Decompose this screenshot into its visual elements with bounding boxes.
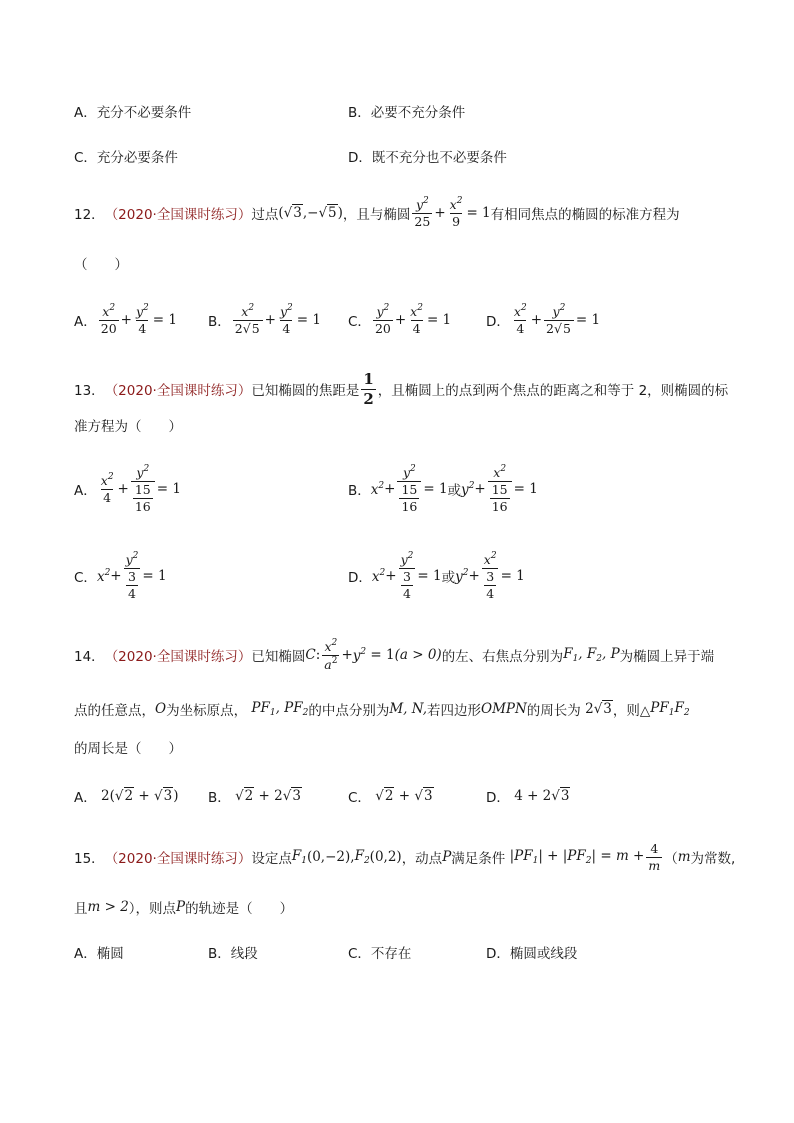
q13-text-pre: 已知椭圆的焦距是 — [251, 383, 360, 399]
q14-option-b: B． √2 + 2√3 — [208, 788, 301, 806]
q15-option-d: D．椭圆或线段 — [486, 946, 578, 962]
q11-option-d: D．既不充分也不必要条件 — [348, 150, 507, 166]
q15-option-c: C．不存在 — [348, 946, 412, 962]
point-p: P — [176, 899, 186, 915]
or-text: 或 — [441, 570, 456, 587]
option-label: A． — [74, 790, 97, 806]
q14-stem: 14． （2020·全国课时练习） 已知椭圆 C : $\frac{x^2}{a^2}$ + $y^2$ = 1 (a > 0) 的左、右焦点分别为 $F_1$, $F_2$, P 为椭圆上异于端 — [74, 638, 715, 672]
q12-source: （2020·全国课时练习） — [104, 206, 252, 223]
option-label: D． — [486, 790, 510, 806]
q13-number: 13． — [74, 383, 105, 399]
q13-source: （2020·全国课时练习） — [104, 383, 252, 399]
q12-ellipse-equation: $\frac{y^2}{25}$ + $\frac{x^2}{9}$ = 1 — [414, 196, 491, 229]
q13-option-d: D． $x^2$ + $\frac{y^2}{\frac{3}{4}}$ = 1 或 $y^2$ + $\frac{x^2}{\frac{3}{4}}$ = 1 — [348, 551, 525, 601]
q15-text-mid: ，动点 — [401, 851, 443, 868]
text: 为坐标原点， — [166, 703, 248, 719]
text: 且 — [74, 901, 88, 917]
q12-text-mid: ，且与椭圆 — [342, 206, 411, 223]
q14-stem-line2: 点的任意点， O 为坐标原点， $PF_1$, $PF_2$ 的中点分别为 M, N, 若四边形 OMPN 的周长为 2√3 ，则△ $PF_1F_2$ — [74, 700, 690, 719]
q14-text-mid: 的左、右焦点分别为 — [441, 649, 564, 666]
q13-option-a: A． $\frac{x^2}{4}$ + $\frac{y^2}{\frac{15}{16}}$ = 1 — [74, 464, 181, 514]
q14-option-d: D． 4 + 2√3 — [486, 788, 570, 806]
q14-source: （2020·全国课时练习） — [104, 649, 252, 666]
text: 的轨迹是（ ） — [185, 901, 294, 917]
q12-text-pre: 过点 — [251, 206, 279, 223]
q14-number: 14． — [74, 649, 105, 666]
q15-text-mid2: 满足条件 — [451, 851, 506, 868]
text: 的中点分别为 — [308, 703, 390, 719]
q12-option-a: A． $\frac{x^2}{20}$ + $\frac{y^2}{4}$ = 1 — [74, 303, 177, 336]
q13-option-b: B． $x^2$ + $\frac{y^2}{\frac{15}{16}}$ = 1 或 $y^2$ + $\frac{x^2}{\frac{15}{16}}$ = 1 — [348, 464, 538, 514]
quad-ompn: OMPN — [481, 701, 527, 717]
q13-focal-length: $\frac{1}{2}$ — [363, 370, 374, 408]
q13-stem — [74, 371, 728, 407]
q14-option-c: C． √2 + √3 — [348, 788, 433, 806]
q15-option-b: B．线段 — [208, 946, 258, 962]
text: 为常数, — [690, 851, 736, 868]
point-p: P — [442, 849, 452, 866]
text: 点的任意点， — [74, 703, 155, 719]
q12-stem — [74, 197, 680, 229]
q12-option-c: C． $\frac{y^2}{20}$ + $\frac{x^2}{4}$ = 1 — [348, 303, 452, 336]
q12-answer-paren: （ ） — [74, 257, 128, 273]
q15-stem: 15． （2020·全国课时练习） 设定点 $F_1$ (0,−2), $F_2$ (0,2) ，动点 P 满足条件 $|PF_1| + |PF_2| = m$ + $\frac{4}{m}$ （ m 为常数, — [74, 841, 736, 873]
option-label: B． — [208, 313, 231, 330]
option-label: A． — [74, 483, 97, 500]
q13-option-c: C． $x^2$ + $\frac{y^2}{\frac{3}{4}}$ = 1 — [74, 551, 167, 601]
text: 若四边形 — [427, 703, 481, 719]
text: （ — [664, 851, 678, 868]
q14-condition: (a > 0) — [394, 647, 442, 664]
midpoints-mn: M, N, — [389, 701, 427, 717]
q12-number: 12． — [74, 206, 105, 223]
option-label: D． — [348, 570, 372, 587]
q15-option-a: A．椭圆 — [74, 946, 124, 962]
q12-point: (√3,−√5) — [278, 204, 343, 221]
q14-foci: $F_1$, $F_2$, P — [563, 646, 620, 665]
option-label: B． — [348, 483, 371, 500]
or-text: 或 — [447, 483, 462, 500]
q12-text-post: 有相同焦点的椭圆的标准方程为 — [490, 206, 680, 223]
text: ），则点 — [128, 901, 177, 917]
q14-option-a: A． 2(√2 + √3) — [74, 788, 179, 806]
q15-condition: m > 2 — [87, 899, 129, 915]
text: 的周长为 — [526, 703, 581, 719]
q15-text-pre: 设定点 — [251, 851, 292, 868]
option-label: B． — [208, 790, 231, 806]
option-label: D． — [486, 313, 510, 330]
option-label: A． — [74, 313, 97, 330]
origin-o: O — [155, 701, 167, 717]
option-label: C． — [348, 790, 371, 806]
text: ，则△ — [612, 703, 651, 719]
q14-text-post: 为椭圆上异于端 — [619, 649, 715, 666]
q12-option-b: B． $\frac{x^2}{2√5}$ + $\frac{y^2}{4}$ = 1 — [208, 303, 321, 336]
q13-stem-line2: 准方程为（ ） — [74, 419, 182, 435]
q15-source: （2020·全国课时练习） — [104, 851, 252, 868]
q11-option-a: A．充分不必要条件 — [74, 105, 192, 121]
q15-number: 15． — [74, 851, 105, 868]
q14-stem-line3: 的周长是（ ） — [74, 741, 182, 757]
q15-stem-line2 — [74, 897, 293, 917]
option-label: C． — [348, 313, 371, 330]
option-label: C． — [74, 570, 97, 587]
q14-text-pre: 已知椭圆 — [251, 649, 306, 666]
q12-option-d: D． $\frac{x^2}{4}$ + $\frac{y^2}{2√5}$ = 1 — [486, 303, 601, 336]
q11-option-c: C．充分必要条件 — [74, 150, 178, 166]
q11-option-b: B．必要不充分条件 — [348, 105, 466, 121]
q13-text-post: ，且椭圆上的点到两个焦点的距离之和等于 2，则椭圆的标 — [377, 383, 729, 399]
